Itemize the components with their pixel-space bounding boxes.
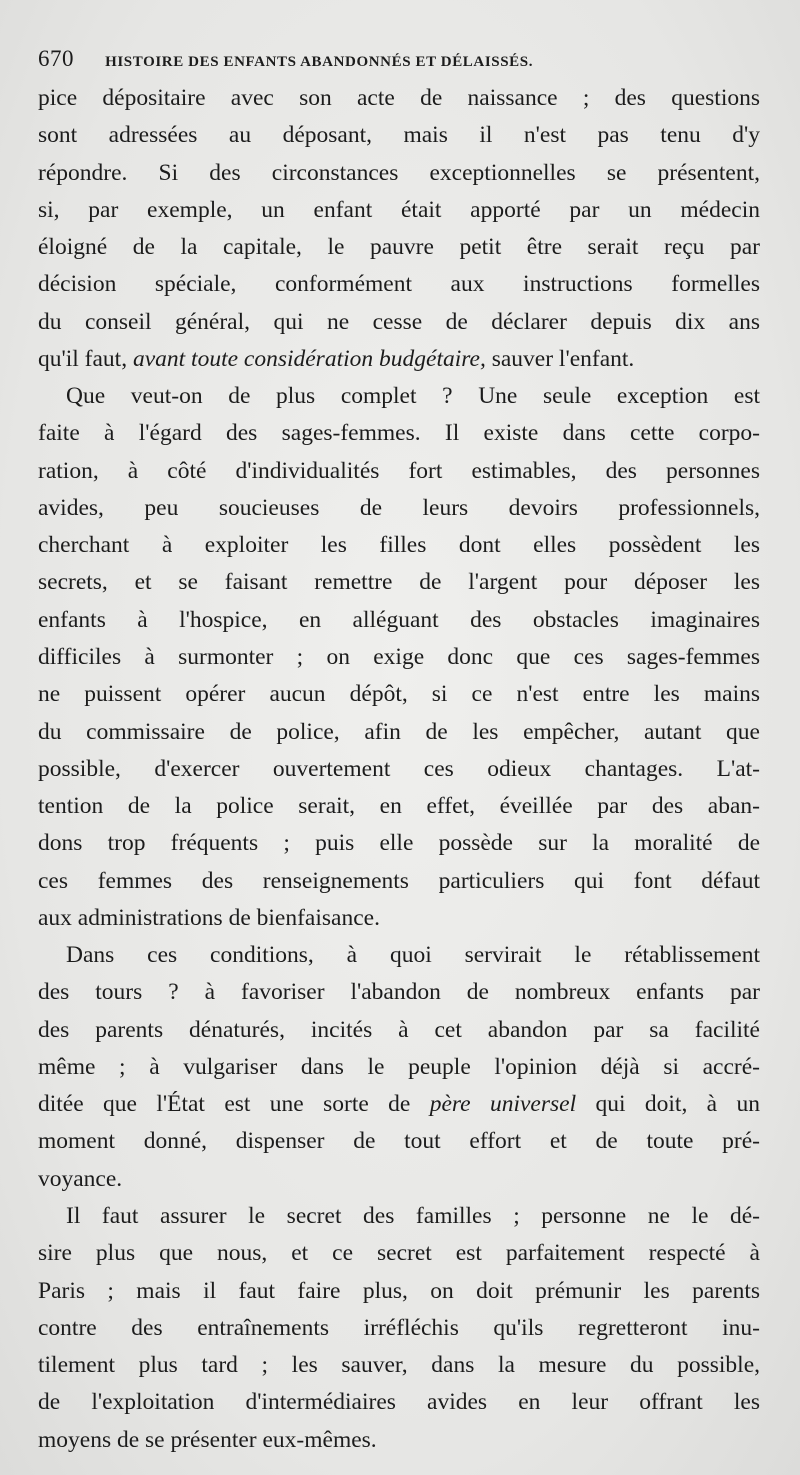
text-run: des tours ? à favoriser l'abandon de nombreux enfants par — [38, 979, 760, 1006]
text-run: ne puissent opérer aucun dépôt, si ce n'est entre les mains — [38, 681, 760, 708]
text-run: du conseil général, qui ne cesse de déclarer depuis dix ans — [38, 308, 760, 335]
page-number: 670 — [38, 46, 74, 71]
text-line — [38, 863, 760, 900]
text-run: qu'il faut, — [38, 345, 133, 372]
italic-text: avant toute considération budgétaire, — [132, 345, 486, 372]
text-line — [38, 639, 760, 676]
text-run: enfants à l'hospice, en alléguant des obstacles imaginaires — [38, 606, 760, 633]
text-run: Paris ; mais il faut faire plus, on doit prémunir les parents — [38, 1277, 760, 1304]
text-line — [38, 155, 760, 192]
text-line — [38, 1161, 760, 1198]
text-run: ditée que l'État est une sorte de — [38, 1091, 430, 1118]
text-run: cherchant à exploiter les filles dont elles possèdent les — [38, 532, 760, 559]
text-line — [38, 1086, 760, 1123]
text-line — [38, 378, 760, 415]
text-run: ces femmes des renseignements particuliers qui font défaut — [38, 867, 760, 894]
text-line — [38, 751, 760, 788]
text-line — [38, 229, 760, 266]
text-run: contre des entraînements irréfléchis qu'ils regretteront inu- — [38, 1314, 760, 1341]
text-run: secrets, et se faisant remettre de l'argent pour déposer les — [38, 569, 760, 596]
text-run: dons trop fréquents ; puis elle possède sur la moralité de — [38, 830, 760, 857]
text-line — [38, 80, 760, 117]
text-line — [38, 564, 760, 601]
text-line — [38, 1198, 760, 1235]
text-run: possible, d'exercer ouvertement ces odieux chantages. L'at- — [38, 755, 760, 782]
text-line — [38, 1384, 760, 1421]
text-line — [38, 676, 760, 713]
text-run: moyens de se présenter eux-mêmes. — [38, 1426, 377, 1453]
text-line — [38, 1422, 760, 1459]
text-line — [38, 1235, 760, 1272]
text-line — [38, 1123, 760, 1160]
text-run: qui doit, à un — [576, 1091, 760, 1118]
text-line — [38, 1273, 760, 1310]
text-run: moment donné, dispenser de tout effort et de toute pré- — [38, 1128, 760, 1155]
text-line — [38, 1012, 760, 1049]
text-run: pice dépositaire avec son acte de naissance ; des questions — [38, 85, 760, 111]
text-run: faite à l'égard des sages-femmes. Il existe dans cette corpo- — [38, 420, 760, 447]
text-run: sont adressées au déposant, mais il n'est pas tenu d'y — [38, 122, 760, 149]
text-line — [38, 937, 760, 974]
text-run: tention de la police serait, en effet, éveillée par des aban- — [38, 793, 760, 820]
text-line — [38, 415, 760, 452]
text-line — [38, 453, 760, 490]
text-run: répondre. Si des circonstances exceptionnelles se présentent, — [38, 159, 760, 186]
italic-text: père universel — [429, 1091, 577, 1118]
text-line — [38, 1310, 760, 1347]
text-run: tilement plus tard ; les sauver, dans la mesure du possible, — [38, 1352, 760, 1379]
text-line — [38, 1049, 760, 1086]
text-line — [38, 602, 760, 639]
text-run: Que veut-on de plus complet ? Une seule exception est — [66, 383, 760, 410]
text-run: avides, peu soucieuses de leurs devoirs professionnels, — [38, 494, 760, 521]
text-run: si, par exemple, un enfant était apporté par un médecin — [38, 196, 760, 223]
text-run: voyance. — [38, 1165, 123, 1192]
text-run: Dans ces conditions, à quoi servirait le rétablissement — [66, 942, 760, 969]
text-line — [38, 825, 760, 862]
text-line — [38, 527, 760, 564]
text-line — [38, 341, 760, 378]
text-line — [38, 974, 760, 1011]
text-run: ration, à côté d'individualités fort estimables, des personnes — [38, 457, 760, 484]
text-line — [38, 788, 760, 825]
text-line — [38, 266, 760, 303]
text-run: Il faut assurer le secret des familles ; personne ne le dé- — [66, 1202, 760, 1229]
text-run: de l'exploitation d'intermédiaires avides en leur offrant les — [38, 1389, 760, 1416]
running-title: HISTOIRE DES ENFANTS ABANDONNÉS ET DÉLAISSÉS. — [105, 54, 534, 70]
text-run: des parents dénaturés, incités à cet abandon par sa facilité — [38, 1016, 760, 1043]
text-run: éloigné de la capitale, le pauvre petit être serait reçu par — [38, 234, 760, 261]
text-line — [38, 304, 760, 341]
text-line — [38, 192, 760, 229]
text-line — [38, 1347, 760, 1384]
text-run: aux administrations de bienfaisance. — [38, 904, 380, 931]
text-line — [38, 490, 760, 527]
text-run: même ; à vulgariser dans le peuple l'opinion déjà si accré- — [38, 1053, 760, 1080]
body-text — [38, 80, 760, 1459]
text-run: difficiles à surmonter ; on exige donc que ces sages-femmes — [38, 643, 760, 670]
text-line — [38, 714, 760, 751]
text-run: décision spéciale, conformément aux instructions formelles — [38, 271, 760, 298]
page-header — [38, 44, 758, 74]
text-line — [38, 900, 760, 937]
text-run: sauver l'enfant. — [485, 345, 635, 372]
text-run: du commissaire de police, afin de les empêcher, autant que — [38, 718, 760, 745]
text-run: sire plus que nous, et ce secret est parfaitement respecté à — [38, 1240, 760, 1267]
text-line — [38, 117, 760, 154]
